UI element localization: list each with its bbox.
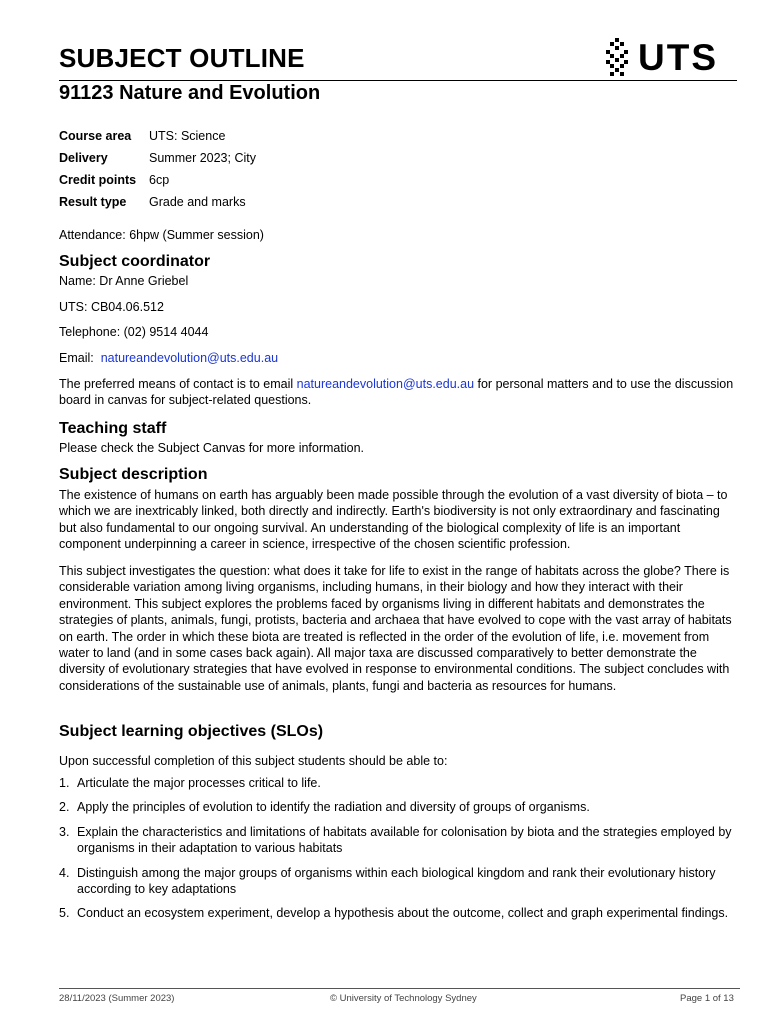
footer-divider	[59, 988, 740, 989]
meta-row-delivery	[59, 147, 256, 169]
attendance-text: Attendance: 6hpw (Summer session)	[59, 228, 264, 242]
subject-meta-table	[59, 125, 256, 213]
contact-email-link[interactable]: natureandevolution@uts.edu.au	[296, 377, 475, 391]
meta-row-result-type	[59, 191, 256, 213]
meta-row-credit-points	[59, 169, 256, 191]
subject-title: 91123 Nature and Evolution	[59, 82, 321, 104]
document-title: SUBJECT OUTLINE	[59, 43, 305, 73]
meta-value: Summer 2023; City	[149, 151, 256, 165]
contact-preference-text	[59, 376, 739, 409]
slo-text: Apply the principles of evolution to identify the radiation and diversity of groups of organisms.	[77, 800, 590, 815]
coordinator-name: Name: Dr Anne Griebel	[59, 274, 189, 288]
slo-item	[59, 905, 739, 921]
slo-item	[59, 865, 739, 898]
meta-value: 6cp	[149, 173, 170, 187]
slo-item	[59, 799, 739, 815]
meta-value: Grade and marks	[149, 195, 246, 209]
slo-number: 1.	[59, 776, 70, 790]
teaching-staff-text: Please check the Subject Canvas for more information.	[59, 441, 365, 455]
meta-key: Delivery	[59, 151, 108, 165]
coordinator-email-line	[59, 350, 739, 366]
slo-text: Articulate the major processes critical to life.	[77, 776, 321, 790]
slo-text: Distinguish among the major groups of organisms within each biological kingdom and rank their evolutionary history according to key adaptations	[77, 865, 716, 897]
slo-text: Conduct an ecosystem experiment, develop a hypothesis about the outcome, collect and graph experimental findings.	[77, 906, 729, 921]
description-paragraph-2: This subject investigates the question: what does it take for life to exist in the range of habitats across the globe? There is considerable variation among living organisms, including humans, in their biology and how they interact with their environment. This subject explores the problems faced by organisms living in different habitats and demonstrates the strategies of plants, animals, fungi, protists, bacteria and archaea that have evolved to cope with the vast array of habitats on earth. The order in which these biota are treated is reflected in the order of the evolution of life, i.e. movement from water to land (and in some cases back again). All major taxa are discussed comparatively to better demonstrate the diversity of evolutionary strategies that have evolved in response to environmental conditions. The subject concludes with considerations of the sustainable use of animals, plants, fungi and bacteria as resources for humans.	[59, 564, 732, 693]
contact-text-after: for personal matters and to use the discussion board in canvas for subject-related questions.	[59, 377, 734, 408]
header-divider	[59, 80, 737, 81]
coordinator-telephone: Telephone: (02) 9514 4044	[59, 325, 209, 339]
meta-key: Result type	[59, 195, 127, 209]
coordinator-heading: Subject coordinator	[59, 253, 211, 270]
coordinator-email-link[interactable]: natureandevolution@uts.edu.au	[100, 351, 279, 365]
slo-item	[59, 824, 739, 857]
coordinator-office: UTS: CB04.06.512	[59, 300, 164, 314]
slo-item	[59, 775, 739, 791]
meta-row-course-area	[59, 125, 256, 147]
slo-intro: Upon successful completion of this subject students should be able to:	[59, 754, 448, 768]
meta-value: UTS: Science	[149, 129, 226, 143]
description-paragraph-1: The existence of humans on earth has arguably been made possible through the evolution of a vast diversity of biota – to which we are inextricably linked, both directly and indirectly. Earth's biodiversity is not only extraordinary and fascinating but also fundamental to our ongoing survival. An understanding of the biological complexity of life is an important component underpinning a career in science, irrespective of the chosen scientific profession.	[59, 488, 728, 552]
footer-date: 28/11/2023 (Summer 2023)	[59, 993, 175, 1004]
teaching-staff-heading: Teaching staff	[59, 420, 167, 437]
uts-logo	[604, 38, 718, 78]
email-label: Email:	[59, 351, 94, 365]
slo-list	[59, 775, 739, 922]
meta-key: Credit points	[59, 173, 137, 187]
slo-number: 3.	[59, 824, 70, 839]
logo-text: UTS	[638, 37, 718, 78]
footer-copyright: © University of Technology Sydney	[330, 993, 477, 1004]
contact-text-before: The preferred means of contact is to email	[59, 377, 297, 391]
description-heading: Subject description	[59, 466, 208, 483]
slo-text: Explain the characteristics and limitations of habitats available for colonisation by biota and the strategies employed by organisms in their adaptation to various habitats	[77, 824, 732, 856]
slo-number: 5.	[59, 906, 70, 921]
meta-key: Course area	[59, 129, 132, 143]
footer-page-number: Page 1 of 13	[680, 993, 734, 1004]
slo-number: 2.	[59, 800, 70, 815]
slo-number: 4.	[59, 865, 70, 880]
slo-heading: Subject learning objectives (SLOs)	[59, 723, 324, 740]
uts-emblem-icon	[604, 38, 630, 78]
